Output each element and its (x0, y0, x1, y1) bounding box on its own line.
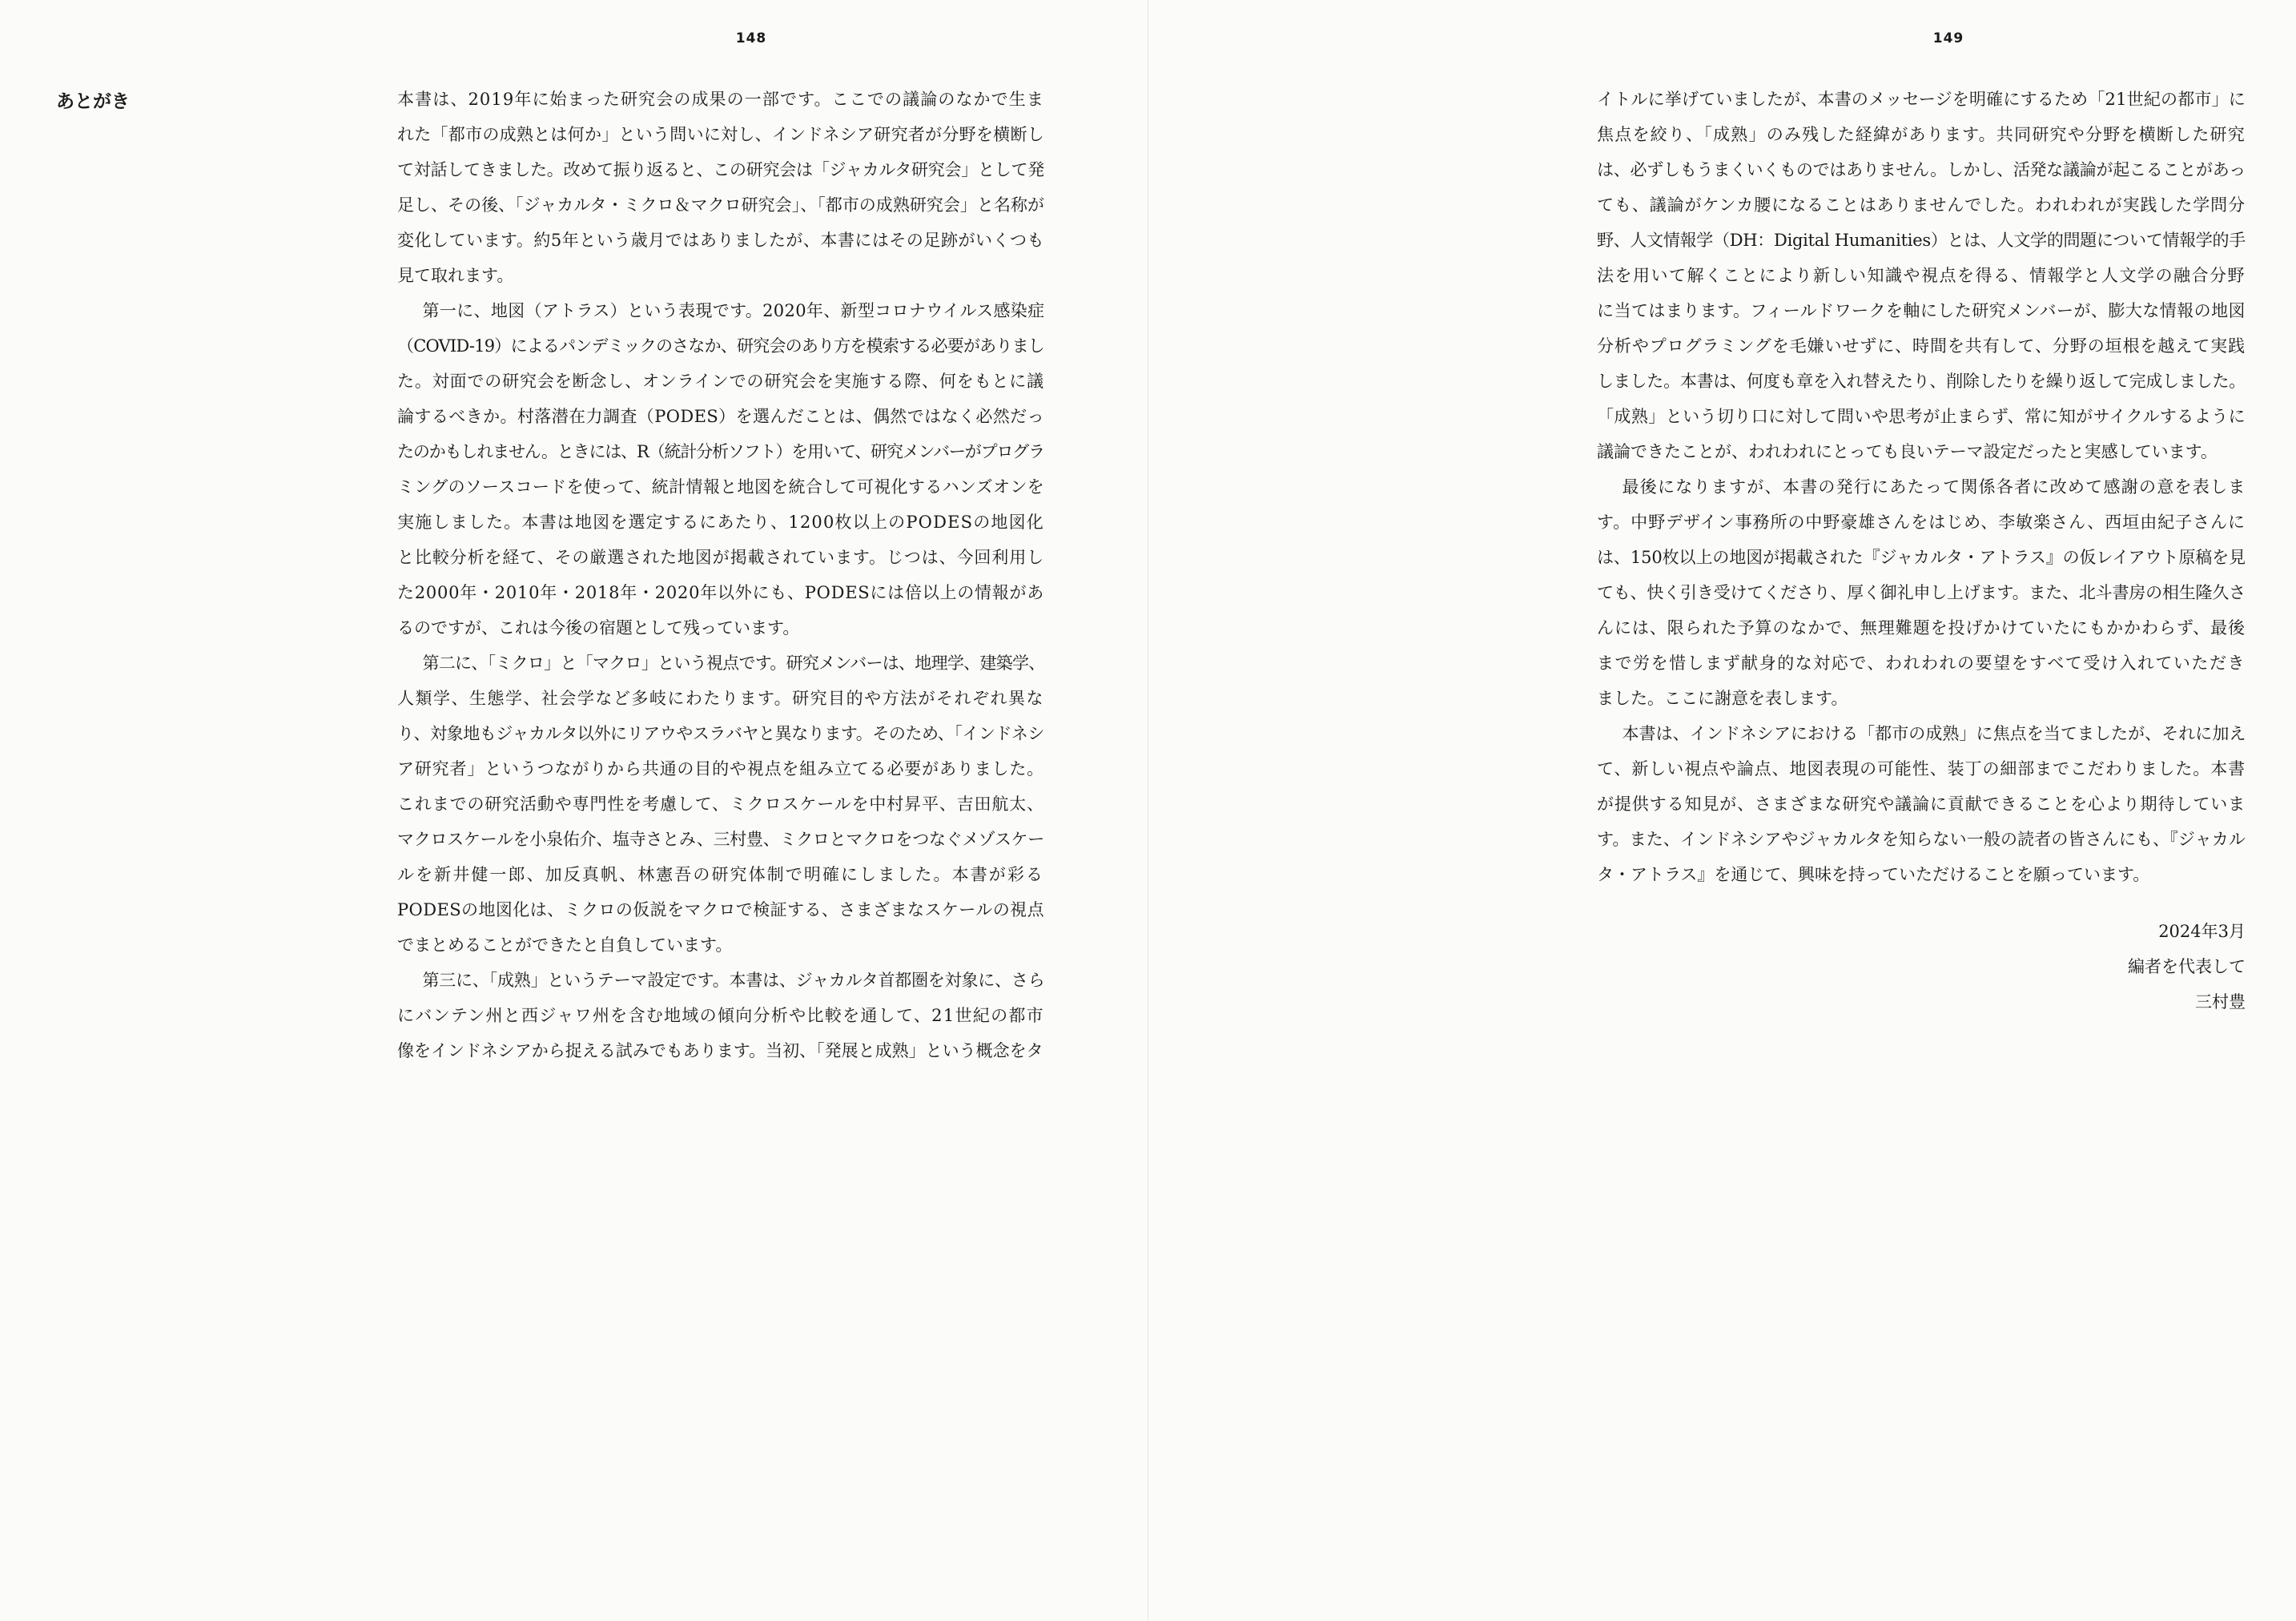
text-line: 野、人文情報学（DH：Digital Humanities）とは、人文学的問題について情報学的手 (1597, 231, 2246, 250)
signature-date: 2024年3月 (2158, 922, 2246, 941)
text-line: ルを新井健一郎、加反真帆、林憲吾の研究体制で明確にしました。本書が彩る (397, 865, 1044, 884)
text-line: まで労を惜しまず献身的な対応で、われわれの要望をすべて受け入れていただき (1597, 654, 2246, 673)
text-line: 分析やプログラミングを毛嫌いせずに、時間を共有して、分野の垣根を越えて実践 (1597, 336, 2246, 356)
text-line: ても、議論がケンカ腰になることはありませんでした。われわれが実践した学問分 (1597, 195, 2246, 215)
text-line: は、必ずしもうまくいくものではありません。しかし、活発な議論が起こることがあっ (1597, 160, 2246, 179)
text-line: にバンテン州と西ジャワ州を含む地域の傾向分析や比較を通して、21世紀の都市 (397, 1006, 1044, 1025)
text-line: しました。本書は、何度も章を入れ替えたり、削除したりを繰り返して完成しました。 (1597, 372, 2246, 391)
text-line: て対話してきました。改めて振り返ると、この研究会は「ジャカルタ研究会」として発 (397, 160, 1044, 179)
text-line: て、新しい視点や論点、地図表現の可能性、装丁の細部までこだわりました。本書 (1597, 759, 2246, 778)
right-body-text (1597, 82, 2246, 892)
text-line: は、150枚以上の地図が掲載された『ジャカルタ・アトラス』の仮レイアウト原稿を見 (1597, 548, 2246, 567)
signature-role: 編者を代表して (2128, 957, 2246, 976)
text-line: 「成熟」という切り口に対して問いや思考が止まらず、常に知がサイクルするように (1597, 407, 2246, 426)
text-line: ても、快く引き受けてくださり、厚く御礼申し上げます。また、北斗書房の相生隆久さ (1597, 583, 2246, 602)
text-line: るのですが、これは今後の宿題として残っています。 (397, 618, 800, 638)
text-line: マクロスケールを小泉佑介、塩寺さとみ、三村豊、ミクロとマクロをつなぐメゾスケー (397, 830, 1044, 849)
text-line: 最後になりますが、本書の発行にあたって関係各者に改めて感謝の意を表しま (1622, 477, 2246, 497)
text-line: 議論できたことが、われわれにとっても良いテーマ設定だったと実感しています。 (1597, 442, 2218, 461)
text-line: に当てはまります。フィールドワークを軸にした研究メンバーが、膨大な情報の地図 (1597, 301, 2246, 320)
text-line: PODESの地図化は、ミクロの仮説をマクロで検証する、さまざまなスケールの視点 (397, 900, 1044, 919)
text-line: 法を用いて解くことにより新しい知識や視点を得る、情報学と人文学の融合分野 (1597, 266, 2246, 285)
text-line: 本書は、インドネシアにおける「都市の成熟」に焦点を当てましたが、それに加え (1622, 724, 2246, 743)
text-line: イトルに挙げていましたが、本書のメッセージを明確にするため「21世紀の都市」に (1597, 90, 2246, 109)
signature-name: 三村豊 (2195, 992, 2246, 1012)
text-line: ミングのソースコードを使って、統計情報と地図を統合して可視化するハンズオンを (397, 477, 1044, 497)
text-line: り、対象地もジャカルタ以外にリアウやスラバヤと異なります。そのため、「インドネシ (397, 724, 1044, 743)
text-line: 論するべきか。村落潜在力調査（PODES）を選んだことは、偶然ではなく必然だっ (397, 407, 1044, 426)
text-line: 実施しました。本書は地図を選定するにあたり、1200枚以上のPODESの地図化 (397, 513, 1044, 532)
text-line: んには、限られた予算のなかで、無理難題を投げかけていたにもかかわらず、最後 (1597, 618, 2246, 638)
text-line: 変化しています。約5年という歳月ではありましたが、本書にはその足跡がいくつも (397, 231, 1044, 250)
text-line: タ・アトラス』を通じて、興味を持っていただけることを願っています。 (1597, 865, 2150, 884)
text-line: 第三に、「成熟」というテーマ設定です。本書は、ジャカルタ首都圏を対象に、さら (422, 971, 1045, 990)
text-line: と比較分析を経て、その厳選された地図が掲載されています。じつは、今回利用し (397, 548, 1044, 567)
text-line: 第二に、「ミクロ」と「マクロ」という視点です。研究メンバーは、地理学、建築学、 (422, 654, 1045, 673)
text-line: た2000年・2010年・2018年・2020年以外にも、PODESには倍以上の情報があ (397, 583, 1044, 602)
text-line: す。中野デザイン事務所の中野豪雄さんをはじめ、李敏楽さん、西垣由紀子さんに (1597, 513, 2246, 532)
signature-block (1597, 914, 2246, 1020)
text-line: 本書は、2019年に始まった研究会の成果の一部です。ここでの議論のなかで生ま (397, 90, 1044, 109)
text-line: たのかもしれません。ときには、R（統計分析ソフト）を用いて、研究メンバーがプログラ (397, 442, 1044, 461)
right-page (1148, 0, 2296, 1621)
text-line: れた「都市の成熟とは何か」という問いに対し、インドネシア研究者が分野を横断し (397, 125, 1044, 144)
text-line: （COVID-19）によるパンデミックのさなか、研究会のあり方を模索する必要がありまし (397, 336, 1044, 356)
text-line: 第一に、地図（アトラス）という表現です。2020年、新型コロナウイルス感染症 (422, 301, 1045, 320)
text-line: 人類学、生態学、社会学など多岐にわたります。研究目的や方法がそれぞれ異な (397, 689, 1044, 708)
page-number: 148 (735, 30, 767, 46)
text-line: 像をインドネシアから捉える試みでもあります。当初、「発展と成熟」という概念をタ (397, 1041, 1043, 1060)
text-line: 見て取れます。 (397, 266, 514, 285)
text-line: これまでの研究活動や専門性を考慮して、ミクロスケールを中村昇平、吉田航太、 (397, 794, 1044, 814)
text-line: ア研究者」というつながりから共通の目的や視点を組み立てる必要がありました。 (397, 759, 1044, 778)
left-body-text (397, 82, 1044, 1068)
text-line: 焦点を絞り、「成熟」のみ残した経緯があります。共同研究や分野を横断した研究 (1597, 125, 2246, 144)
text-line: 足し、その後、「ジャカルタ・ミクロ＆マクロ研究会」、「都市の成熟研究会」と名称が (397, 195, 1044, 215)
page-number: 149 (1932, 30, 1964, 46)
text-line: でまとめることができたと自負しています。 (397, 935, 733, 955)
text-line: た。対面での研究会を断念し、オンラインでの研究会を実施する際、何をもとに議 (397, 372, 1044, 391)
text-line: す。また、インドネシアやジャカルタを知らない一般の読者の皆さんにも、『ジャカル (1597, 830, 2246, 849)
text-line: ました。ここに謝意を表します。 (1597, 689, 1848, 708)
section-heading: あとがき (56, 91, 130, 112)
text-line: が提供する知見が、さまざまな研究や議論に貢献できることを心より期待していま (1597, 794, 2246, 814)
